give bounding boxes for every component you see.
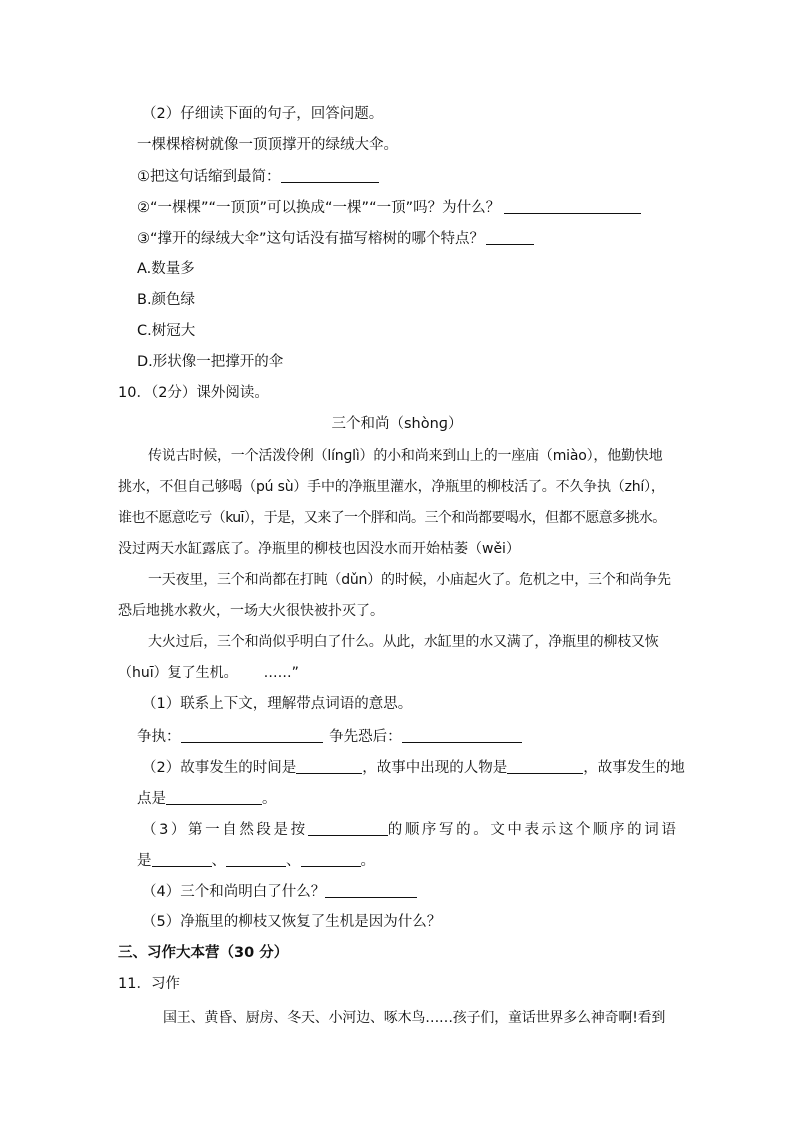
story-p1-line4: 没过两天水缸露底了。净瓶里的柳枝也因没水而开始枯萎（wěi）	[118, 541, 520, 557]
q10-sub3-sep1: 、	[211, 853, 226, 869]
q10-sub3-blank-word3[interactable]	[301, 850, 361, 867]
q10-sub5: （5）净瓶里的柳枝又恢复了生机是因为什么？	[142, 914, 442, 930]
q11-header: 11．习作	[118, 976, 180, 992]
q10-sub2-text-b: ，故事中出现的人物是	[362, 760, 508, 776]
q9-sub1-text: ①把这句话缩到最简：	[137, 169, 281, 185]
q10-sub2-line1	[142, 757, 685, 778]
section3-header: 三、习作大本营（30 分）	[118, 945, 289, 961]
story-p3-line2	[118, 663, 299, 683]
q10-sub3-blank-order[interactable]	[308, 819, 388, 836]
q10-sub2-blank-place[interactable]	[166, 788, 262, 805]
q10-sub3-line2	[137, 850, 375, 871]
option-a[interactable]: A.数量多	[137, 261, 195, 277]
q10-sub1-label-b: 争先恐后：	[329, 729, 402, 745]
q10-sub1: （1）联系上下文，理解带点词语的意思。	[142, 696, 413, 712]
q9-sub2-text: ②“一棵棵”“一顶顶”可以换成“一棵”“一顶”吗？为什么？	[137, 200, 501, 216]
q9-sub2	[137, 197, 641, 218]
story-title: 三个和尚（shònɡ）	[331, 416, 463, 432]
story-p1-line2: 挑水，不但自己够喝（pú sù）手中的净瓶里灌水，净瓶里的柳枝活了。不久争执（zhí），	[118, 479, 665, 495]
q9-sub2-answer-blank[interactable]	[504, 197, 641, 214]
q9-sub3-answer-blank[interactable]	[486, 228, 534, 245]
story-p2-line2: 恐后地挑水救火，一场大火很快被扑灭了。	[118, 603, 384, 619]
q9-sub3-text: ③“撑开的绿绒大伞”这句话没有描写榕树的哪个特点？	[137, 231, 485, 247]
q10-sub3-blank-word2[interactable]	[226, 850, 286, 867]
q10-sub3-blank-word1[interactable]	[152, 850, 212, 867]
q9-part2-prompt: （2）仔细读下面的句子，回答问题。	[142, 106, 384, 122]
q9-sentence: 一棵棵榕树就像一顶顶撑开的绿绒大伞。	[137, 137, 398, 153]
q10-sub3-line1	[142, 819, 678, 840]
option-b[interactable]: B.颜色绿	[137, 292, 196, 308]
q9-sub1-answer-blank[interactable]	[281, 166, 379, 183]
story-p1-line1: 传说古时候，一个活泼伶俐（línɡlì）的小和尚来到山上的一座庙（miào），他勤快地	[148, 448, 663, 464]
story-p3-line2-text: （huī）复了生机。	[118, 665, 238, 681]
q11-prompt: 国王、黄昏、厨房、冬天、小河边、啄木鸟……孩子们，童话世界多么神奇啊!看到	[163, 1010, 666, 1026]
story-p3-line1: 大火过后，三个和尚似乎明白了什么。从此，水缸里的水又满了，净瓶里的柳枝又恢	[148, 634, 659, 650]
q10-sub1-answers	[137, 726, 522, 747]
option-d[interactable]: D.形状像一把撑开的伞	[137, 354, 284, 370]
q9-sub3	[137, 228, 534, 249]
q10-sub1-label-a: 争执：	[137, 729, 181, 745]
q10-sub1-blank-a[interactable]	[181, 726, 323, 743]
q10-sub2-blank-time[interactable]	[296, 757, 362, 774]
q10-sub2-line2	[137, 788, 277, 809]
story-p2-line1: 一天夜里，三个和尚都在打盹（dǔn）的时候，小庙起火了。危机之中，三个和尚争先	[148, 572, 671, 588]
q10-sub1-blank-b[interactable]	[402, 726, 522, 743]
q10-sub3-period: 。	[360, 853, 375, 869]
q9-sub1	[137, 166, 379, 187]
q10-sub4-blank[interactable]	[325, 881, 417, 898]
q10-header: 10．（2分）课外阅读。	[118, 385, 269, 401]
q10-sub2-text-d: 点是	[137, 791, 166, 807]
q10-sub3-text-a: （3）第一自然段是按	[142, 822, 308, 838]
q10-sub2-text-c: ，故事发生的地	[583, 760, 685, 776]
q10-sub4	[142, 881, 417, 902]
story-p1-line3: 谁也不愿意吃亏（kuī），于是，又来了一个胖和尚。三个和尚都要喝水，但都不愿意多挑水。	[118, 510, 666, 526]
q10-sub3-text-c: 是	[137, 853, 152, 869]
q10-sub4-text: （4）三个和尚明白了什么？	[142, 884, 326, 900]
q10-sub2-blank-characters[interactable]	[507, 757, 583, 774]
q10-sub3-sep2: 、	[286, 853, 301, 869]
q10-sub3-text-b: 的顺序写的。文中表示这个顺序的词语	[387, 822, 679, 838]
q10-sub2-text-a: （2）故事发生的时间是	[142, 760, 297, 776]
story-p3-ellipsis: ……”	[263, 665, 299, 681]
option-c[interactable]: C.树冠大	[137, 323, 196, 339]
q10-sub2-period: 。	[262, 791, 277, 807]
